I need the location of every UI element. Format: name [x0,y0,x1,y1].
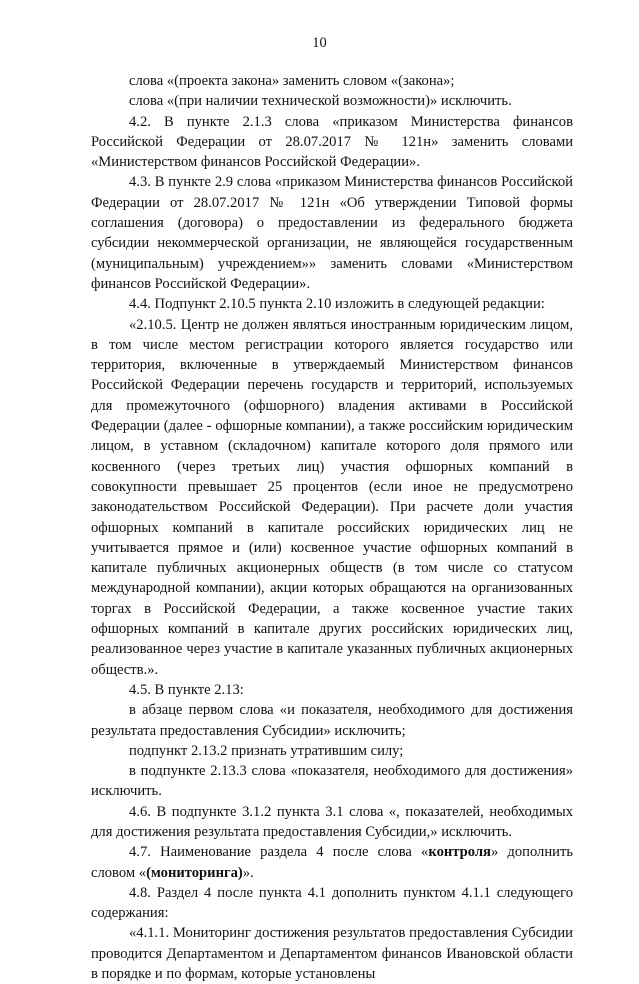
document-body [91,71,573,984]
paragraph: 4.6. В подпункте 3.1.2 пункта 3.1 слова «, показателей, необходимых для достижения результата предоставления Субсидии,» исключить. [91,803,573,840]
page-number: 10 [312,35,327,51]
paragraph: 4.5. В пункте 2.13: [129,681,244,698]
bold-text-run: контроля [428,844,491,861]
paragraph: в подпункте 2.13.3 слова «показателя, необходимого для достижения» исключить. [91,763,573,800]
text-run: ». [242,864,254,881]
paragraph: подпункт 2.13.2 признать утратившим силу; [129,742,404,759]
paragraph: 4.3. В пункте 2.9 слова «приказом Министерства финансов Российской Федерации от 28.07.2017 № 121н «Об утверждении Типовой формы соглашения (договора) о предоставлении из федерального бюджета субсидии некоммерческой организации, не являющейся государственным (муниципальным) учреждением»» заменить словами «Министерством финансов Российской Федерации». [91,174,573,292]
paragraph: в абзаце первом слова «и показателя, необходимого для достижения результата предоставления Субсидии» исключить; [91,702,573,739]
text-run: » дополнить словом « [91,844,573,881]
paragraph: 4.4. Подпункт 2.10.5 пункта 2.10 изложить в следующей редакции: [129,296,545,313]
paragraph: «4.1.1. Мониторинг достижения результатов предоставления Субсидии проводится Департаментом и Департаментом финансов Ивановской области в порядке и по формам, которые установлены [91,925,573,983]
paragraph: «2.10.5. Центр не должен являться иностранным юридическим лицом, в том числе местом регистрации которого является государство или территория, включенные в утверждаемый Министерством финансов Российской Федерации перечень государств и территорий, используемых для промежуточного (офшорного) владения активами в Российской Федерации (далее - офшорные компании), а также российским юридическим лицом, в уставном (складочном) капитале которого доля прямого или косвенного (через третьих лиц) участия офшорных компаний в совокупности превышает 25 процентов (если иное не предусмотрено законодательством Российской Федерации). При расчете доли участия офшорных компаний в капитале российских юридических лиц не учитывается прямое и (или) косвенное участие офшорных компаний в капитале публичных акционерных обществ (в том числе со статусом международной компании), акции которых обращаются на организованных торгах в Российской Федерации, а также косвенное участие таких офшорных компаний в капитале других российских юридических лиц, реализованное через участие в капитале указанных публичных акционерных обществ.». [91,316,573,678]
paragraph: 4.8. Раздел 4 после пункта 4.1 дополнить пунктом 4.1.1 следующего содержания: [91,884,573,922]
bold-text-run: (мониторинга) [146,864,243,881]
paragraph: слова «(проекта закона» заменить словом «(закона»; [129,73,455,89]
paragraph: 4.2. В пункте 2.1.3 слова «приказом Министерства финансов Российской Федерации от 28.07.2017 № 121н» заменить словами «Министерством финансов Российской Федерации». [91,113,573,171]
paragraph-4-7 [91,842,573,883]
paragraph: слова «(при наличии технической возможности)» исключить. [129,93,512,110]
text-run: 4.7. Наименование раздела 4 после слова « [129,844,429,861]
